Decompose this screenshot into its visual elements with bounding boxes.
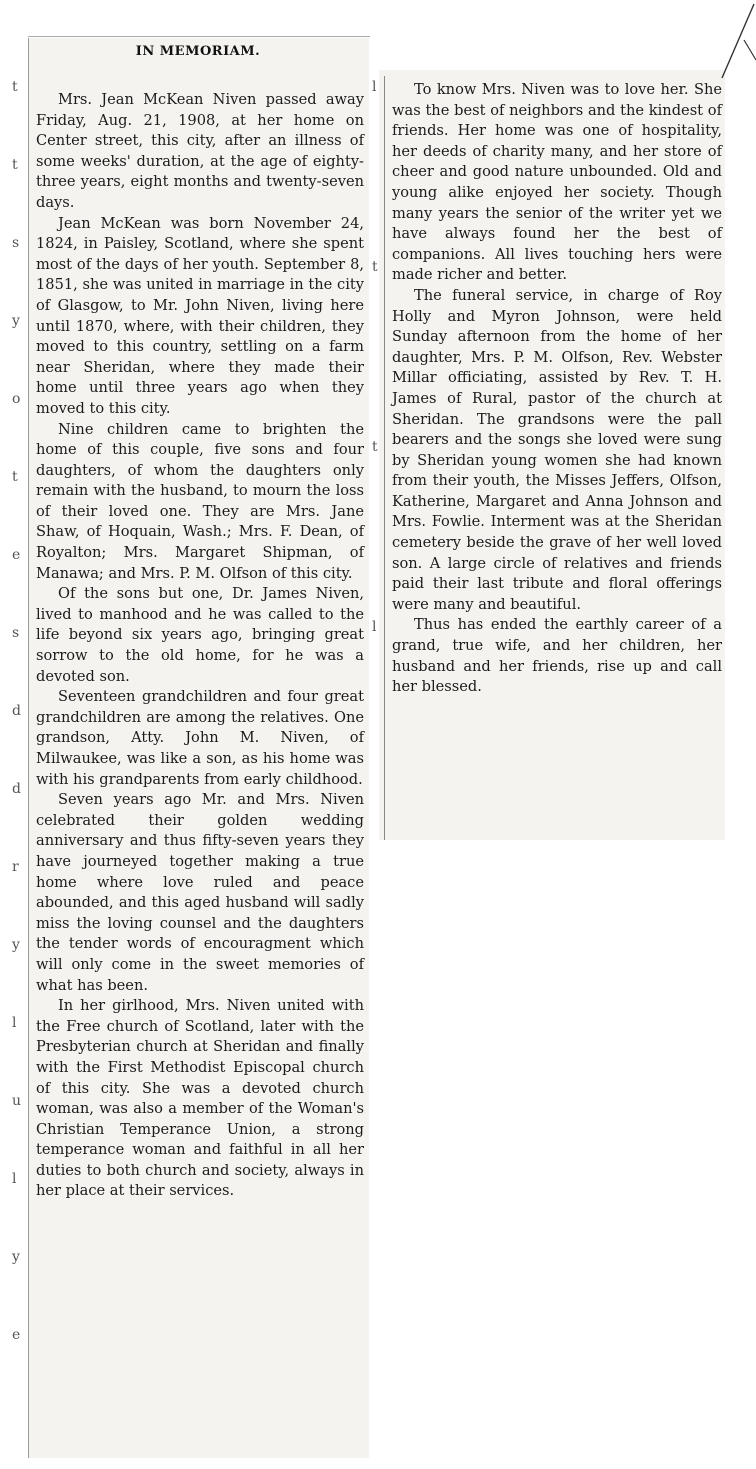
gutter-fragment: y — [12, 1249, 20, 1265]
paragraph: Of the sons but one, Dr. James Niven, lived to manhood and he was called to the life beyond six years ago, bringing great sorrow to the old home, for he was a devoted son. — [36, 585, 364, 685]
paragraph: To know Mrs. Niven was to love her. She was the best of neighbors and the kindest of friends. Her home was one of hospitality, her deeds of charity many, and her store of cheer and good nature unbounded. Old and young alike enjoyed her society. Though many years the senior of the writer yet we have always found her the best of companions. All lives touching hers were made richer and better. — [392, 81, 722, 284]
paragraph: Seventeen grandchildren and four great grandchildren are among the relatives. One grandson, Atty. John M. Niven, of Milwaukee, was like a son, as his home was with his grandparents from early childhood. — [36, 688, 364, 788]
gutter-fragment: y — [12, 313, 20, 329]
gutter-fragment: l — [12, 1015, 17, 1031]
gutter-fragment: t — [372, 259, 378, 275]
gutter-fragment: l — [372, 79, 377, 95]
paragraph: In her girlhood, Mrs. Niven united with the Free church of Scotland, later with the Presbyterian church at Sheridan and finally with the First Methodist Episcopal church of this city. She was a devoted church woman, was also a member of the Woman's Christian Temperance Union, a strong temperance woman and faithful in all her duties to both church and society, always in her place at their services. — [36, 997, 364, 1200]
column-rule — [384, 76, 385, 840]
gutter-fragment: d — [12, 703, 21, 719]
paragraph: Mrs. Jean McKean Niven passed away Friday, Aug. 21, 1908, at her home on Center street, this city, after an illness of some weeks' duration, at the age of eighty-three years, eight months and twenty-seven days. — [36, 91, 364, 211]
gutter-fragment: o — [12, 391, 21, 407]
gutter-fragment: t — [12, 79, 18, 95]
right-column — [392, 80, 722, 698]
gutter-fragment: e — [12, 1327, 21, 1343]
gutter-fragment: l — [372, 619, 377, 635]
gutter-fragment: t — [372, 439, 378, 455]
headline: IN MEMORIAM. — [135, 44, 261, 59]
gutter-fragment: y — [12, 937, 20, 953]
pen-mark-icon — [718, 0, 756, 80]
gutter-fragment: r — [12, 859, 19, 875]
paragraph: The funeral service, in charge of Roy Holly and Myron Johnson, were held Sunday afternoon from the home of her daughter, Mrs. P. M. Olfson, Rev. Webster Millar officiating, assisted by Rev. T. H. James of Rural, pastor of the church at Sheridan. The grandsons were the pall bearers and the songs she loved were sung by Sheridan young women she had known from their youth, the Misses Jeffers, Olfson, Katherine, Margaret and Anna Johnson and Mrs. Fowlie. Interment was at the Sheridan cemetery beside the grave of her well loved son. A large circle of relatives and friends paid their last tribute and floral offerings were many and beautiful. — [392, 286, 722, 613]
gutter-fragment: t — [12, 469, 18, 485]
gutter-fragment: d — [12, 781, 21, 797]
gutter-fragment: s — [12, 625, 20, 641]
gutter-fragment: s — [12, 235, 20, 251]
gutter-fragment: l — [12, 1171, 17, 1187]
paragraph: Seven years ago Mr. and Mrs. Niven celebrated their golden wedding anniversary and thus fifty-seven years they have journeyed together making a true home where love ruled and peace abounded, and this aged husband will sadly miss the loving counsel and the daughters the tender words of encouragment which will only come in the sweet memories of what has been. — [36, 791, 364, 994]
left-gutter-fragments — [8, 80, 30, 1460]
gutter-fragment: t — [12, 157, 18, 173]
middle-gutter-fragments — [368, 80, 382, 840]
gutter-fragment: e — [12, 547, 21, 563]
gutter-fragment: u — [12, 1093, 22, 1109]
paragraph: Thus has ended the earthly career of a grand, true wife, and her children, her husband and her friends, rise up and call her blessed. — [392, 616, 722, 696]
paragraph: Nine children came to brighten the home of this couple, five sons and four daughters, of whom the daughters only remain with the husband, to mourn the loss of their loved one. They are Mrs. Jane Shaw, of Hoquain, Wash.; Mrs. F. Dean, of Royalton; Mrs. Margaret Shipman, of Manawa; and Mrs. P. M. Olfson of this city. — [36, 420, 364, 582]
top-rule — [28, 36, 370, 37]
left-column — [36, 90, 364, 1202]
paragraph: Jean McKean was born November 24, 1824, in Paisley, Scotland, where she spent most of the days of her youth. September 8, 1851, she was united in marriage in the city of Glasgow, to Mr. John Niven, living here until 1870, where, with their children, they moved to this country, settling on a farm near Sheridan, where they made their home until three years ago when they moved to this city. — [36, 214, 364, 417]
